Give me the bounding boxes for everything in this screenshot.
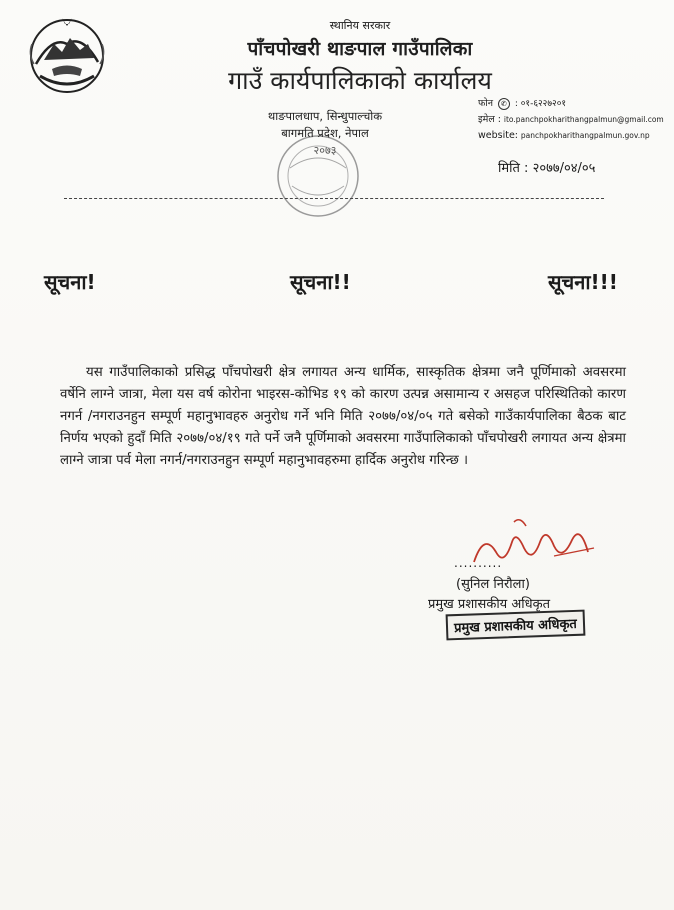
office-name: गाउँ कार्यपालिकाको कार्यालय <box>228 66 492 95</box>
phone-label: फोन <box>478 98 494 109</box>
letter-date: मिति : २०७७/०४/०५ <box>498 161 596 176</box>
address-line-1: थाङपालधाप, सिन्धुपाल्चोक <box>267 109 383 123</box>
website-value: panchpokharithangpalmun.gov.np <box>520 131 650 140</box>
address-line-2: बागमति प्रदेश, नेपाल <box>281 126 369 140</box>
header-divider <box>64 198 604 199</box>
palika-name: पाँचपोखरी थाङपाल गाउँपालिका <box>247 38 473 60</box>
letterhead-header <box>150 18 570 97</box>
phone-value: : ०१-६२२७२०१ <box>514 99 567 109</box>
notice-heading-2: सूचना!! <box>290 270 351 294</box>
local-government-label: स्थानिय सरकार <box>329 19 391 32</box>
signatory-title: प्रमुख प्रशासकीय अधिकृत <box>428 597 551 612</box>
notice-heading-3: सूचना!!! <box>548 270 618 294</box>
website-row <box>478 128 668 144</box>
phone-icon: ✆ <box>498 98 510 110</box>
seal-year: २०७३ <box>313 144 337 157</box>
office-address <box>240 108 410 159</box>
website-label: website: <box>478 130 519 141</box>
signatory-name: (सुनिल निरौला) <box>456 577 530 592</box>
nepal-emblem-icon <box>22 14 112 100</box>
email-label: इमेल : <box>478 114 502 125</box>
notice-body <box>60 362 626 472</box>
contact-block <box>478 96 668 144</box>
phone-row <box>478 96 668 112</box>
signature-icon <box>454 512 614 582</box>
signature-dots: .......... <box>454 556 503 570</box>
notice-paragraph: यस गाउँपालिकाको प्रसिद्ध पाँचपोखरी क्षेत्र लगायत अन्य धार्मिक, सास्कृतिक क्षेत्रमा जनै पूर्णिमाको अवसरमा वर्षेनि लाग्ने जात्रा, मेला यस वर्ष कोरोना भाइरस-कोभिड १९ को कारण उत्पन्न असामान्य र असहज परिस्थितिको कारण नगर्न /नगराउनहुन सम्पूर्ण महानुभावहरु अनुरोध गर्ने भनि मिति २०७७/०४/०५ गते बसेको गाउँकार्यपालिका बैठक बाट निर्णय भएको हुदाँ मिति २०७७/०४/१९ गते पर्ने जनै पूर्णिमाको अवसरमा गाउँपालिकाको पाँचपोखरी लगायत अन्य क्षेत्रमा लाग्ने जात्रा पर्व मेला नगर्न/नगराउनहुन सम्पूर्ण महानुभावहरुमा हार्दिक अनुरोध गरिन्छ । <box>60 365 626 468</box>
email-row <box>478 112 668 128</box>
designation-stamp: प्रमुख प्रशासकीय अधिकृत <box>446 610 586 641</box>
email-value: ito.panchpokharithangpalmun@gmail.com <box>503 115 664 124</box>
notice-heading-1: सूचना! <box>44 270 96 294</box>
